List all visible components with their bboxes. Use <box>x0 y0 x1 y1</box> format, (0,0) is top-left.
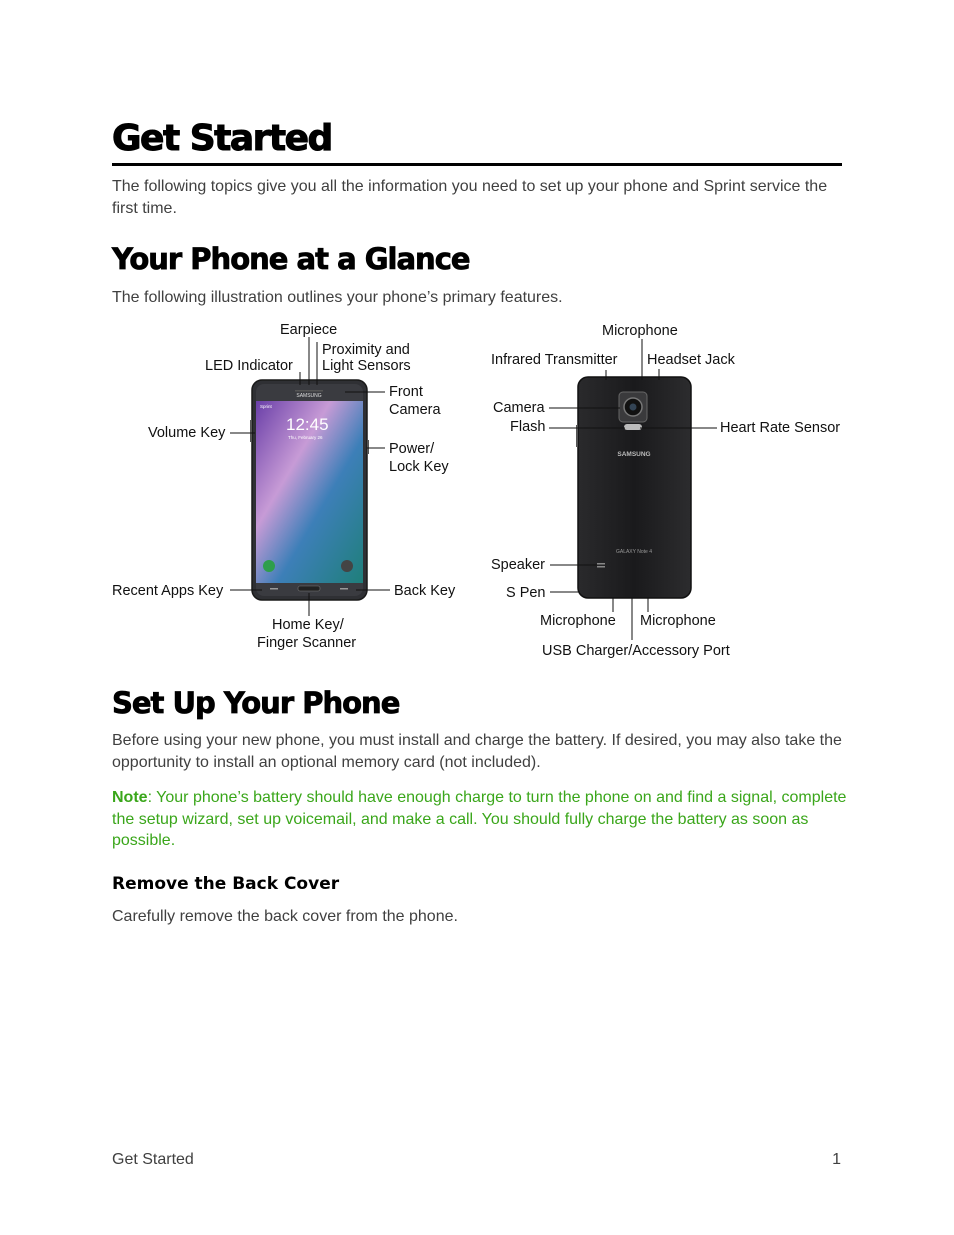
front-brand: SAMSUNG <box>296 393 322 399</box>
footer-page-number: 1 <box>832 1151 841 1168</box>
label-volume: Volume Key <box>148 425 226 441</box>
label-speaker: Speaker <box>491 557 546 573</box>
label-mic-top: Microphone <box>602 323 678 339</box>
subheading-remove-cover: Remove the Back Cover <box>112 874 340 894</box>
intro-paragraph: The following topics give you all the information you need to set up your phone and Sprint service the first time. <box>112 178 828 217</box>
phone-app-icon <box>263 560 275 572</box>
label-power-1: Power/ <box>389 441 435 457</box>
footer-section-title: Get Started <box>112 1151 194 1168</box>
section-heading-setup: Set Up Your Phone <box>112 686 400 720</box>
label-flash: Flash <box>510 419 546 435</box>
setup-intro: Before using your new phone, you must install and charge the battery. If desired, you may also take the opportunity to install an optional memory card (not included). <box>112 732 842 771</box>
screen-date: Thu, February 26 <box>288 435 323 440</box>
label-heart: Heart Rate Sensor <box>720 420 841 436</box>
camera-app-icon <box>341 560 353 572</box>
back-model: GALAXY Note 4 <box>615 549 653 555</box>
note-text: : Your phone’s battery should have enough charge to turn the phone on and find a signal, complete the setup wizard, set up voicemail, and make a call. You should fully charge the battery as soon as possible. <box>112 789 847 849</box>
label-led: LED Indicator <box>205 358 293 374</box>
page-title: Get Started <box>112 118 332 159</box>
glance-intro: The following illustration outlines your phone’s primary features. <box>112 289 563 306</box>
remove-cover-text: Carefully remove the back cover from the phone. <box>112 908 458 925</box>
screen-carrier: Sprint <box>260 404 272 409</box>
front-phone <box>250 380 369 600</box>
label-power-2: Lock Key <box>389 459 449 475</box>
section-heading-glance: Your Phone at a Glance <box>112 242 470 276</box>
back-brand: SAMSUNG <box>617 451 651 458</box>
label-mic-bottom-left: Microphone <box>540 613 616 629</box>
label-home-1: Home Key/ <box>272 617 344 633</box>
note-label: Note <box>112 789 148 806</box>
label-usb: USB Charger/Accessory Port <box>542 643 730 659</box>
label-headset: Headset Jack <box>647 352 735 368</box>
label-spen: S Pen <box>506 585 546 601</box>
label-proximity-1: Proximity and <box>322 342 410 358</box>
setup-note <box>112 787 847 852</box>
label-front-camera-2: Camera <box>389 402 441 418</box>
label-back: Back Key <box>394 583 456 599</box>
screen-time: 12:45 <box>286 415 329 434</box>
label-home-2: Finger Scanner <box>257 635 357 651</box>
label-recent: Recent Apps Key <box>112 583 224 599</box>
label-infrared: Infrared Transmitter <box>491 352 618 368</box>
label-front-camera-1: Front <box>389 384 423 400</box>
label-earpiece: Earpiece <box>280 322 338 338</box>
phone-illustration <box>0 315 954 665</box>
label-camera: Camera <box>493 400 545 416</box>
title-rule <box>112 163 842 166</box>
label-proximity-2: Light Sensors <box>322 358 411 374</box>
label-mic-bottom-right: Microphone <box>640 613 716 629</box>
home-key <box>298 586 320 591</box>
